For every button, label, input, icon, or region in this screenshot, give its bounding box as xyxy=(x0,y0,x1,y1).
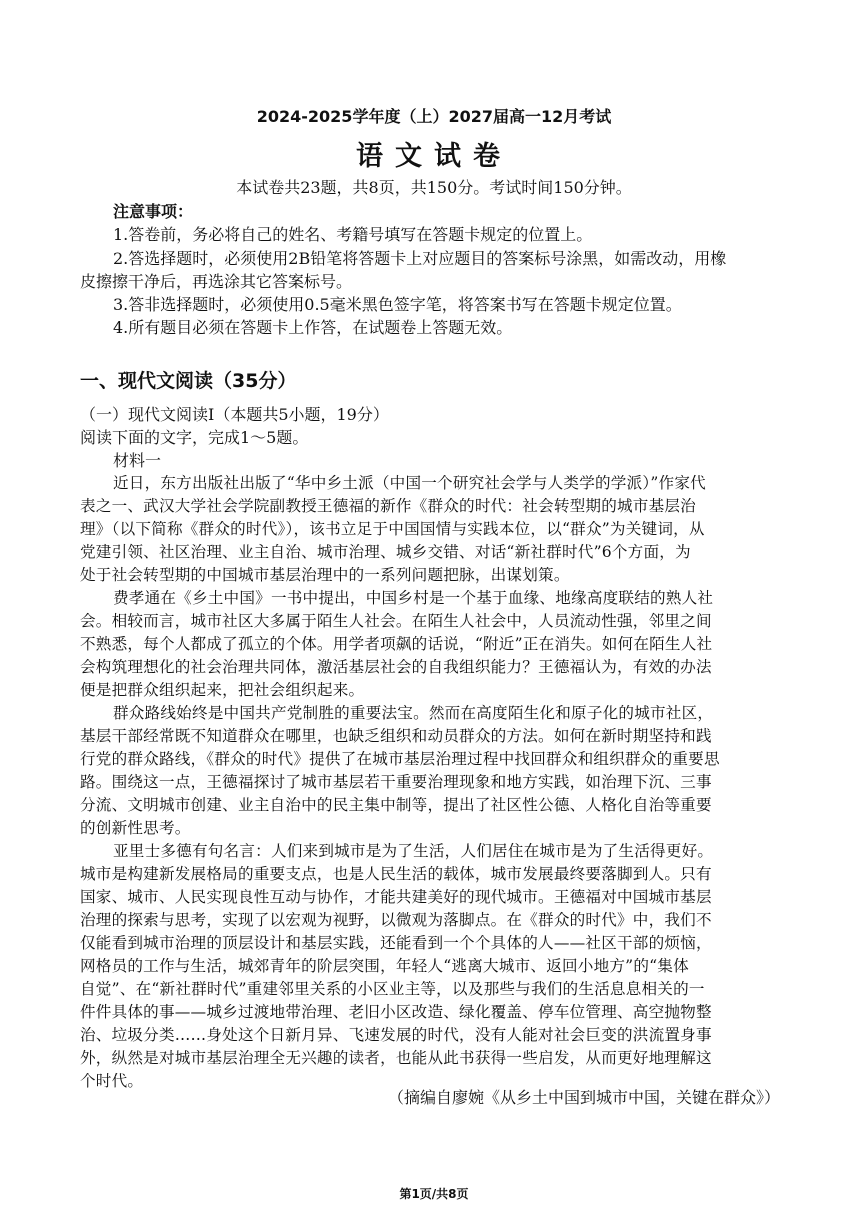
notice-item-2-cont: 皮擦擦干净后，再选涂其它答案标号。 xyxy=(80,272,353,291)
exam-info: 本试卷共23题，共8页，共150分。考试时间150分钟。 xyxy=(236,178,632,197)
subsection-heading: （一）现代文阅读Ⅰ（本题共5小题，19分） xyxy=(80,405,389,424)
passage-line: 分流、文明城市创建、业主自治中的民主集中制等，提出了社区性公德、人格化自治等重要 xyxy=(80,796,712,814)
passage-line: 党建引领、社区治理、业主自治、城市治理、城乡交错、对话“新社群时代”6个方面，为 xyxy=(80,543,691,561)
passage-line: 外，纵然是对城市基层治理全无兴趣的读者，也能从此书获得一些启发，从而更好地理解这 xyxy=(80,1049,712,1067)
passage-line: 基层干部经常既不知道群众在哪里，也缺乏组织和动员群众的方法。如何在新时期坚持和践 xyxy=(80,727,712,745)
page-footer: 第1页/共8页 xyxy=(399,1187,469,1201)
passage-line: 亚里士多德有句名言：人们来到城市是为了生活，人们居住在城市是为了生活得更好。 xyxy=(113,842,714,860)
passage-line: 治、垃圾分类……身处这个日新月异、飞速发展的时代，没有人能对社会巨变的洪流置身事 xyxy=(80,1026,712,1044)
passage-line: 个时代。 xyxy=(80,1072,144,1090)
notice-item-2: 2.答选择题时，必须使用2B铅笔将答题卡上对应题目的答案标号涂黑，如需改动，用橡 xyxy=(113,249,727,268)
passage-line: 件件具体的事——城乡过渡地带治理、老旧小区改造、绿化覆盖、停车位管理、高空抛物整 xyxy=(80,1003,712,1021)
passage-line: 表之一、武汉大学社会学院副教授王德福的新作《群众的时代：社会转型期的城市基层治 xyxy=(80,497,696,515)
passage-line: 近日，东方出版社出版了“华中乡土派（中国一个研究社会学与人类学的学派）”作家代 xyxy=(113,474,706,492)
reading-instruction: 阅读下面的文字，完成1～5题。 xyxy=(80,428,309,447)
passage-line: 群众路线始终是中国共产党制胜的重要法宝。然而在高度陌生化和原子化的城市社区， xyxy=(113,704,714,722)
passage-line: 不熟悉，每个人都成了孤立的个体。用学者项飙的话说，“附近”正在消失。如何在陌生人社 xyxy=(80,635,713,653)
passage-line: 国家、城市、人民实现良性互动与协作，才能共建美好的现代城市。王德福对中国城市基层 xyxy=(80,888,712,906)
passage-line: 网格员的工作与生活，城郊青年的阶层突围，年轻人“逃离大城市、返回小地方”的“集体 xyxy=(80,957,689,975)
notice-item-4: 4.所有题目必须在答题卡上作答，在试题卷上答题无效。 xyxy=(113,318,513,337)
exam-header: 2024-2025学年度（上）2027届高一12月考试 xyxy=(256,107,612,126)
passage-line: 处于社会转型期的中国城市基层治理中的一系列问题把脉，出谋划策。 xyxy=(80,566,570,584)
subject-title: 语文试卷 xyxy=(356,141,512,172)
notice-heading: 注意事项： xyxy=(113,202,194,221)
material-label: 材料一 xyxy=(113,451,162,470)
source-citation: （摘编自廖婉《从乡土中国到城市中国，关键在群众》） xyxy=(387,1088,780,1107)
passage-line: 便是把群众组织起来，把社会组织起来。 xyxy=(80,681,365,699)
passage-line: 仅能看到城市治理的顶层设计和基层实践，还能看到一个个具体的人——社区干部的烦恼， xyxy=(80,934,712,952)
notice-item-3: 3.答非选择题时，必须使用0.5毫米黑色签字笔，将答案书写在答题卡规定位置。 xyxy=(113,295,682,314)
passage-line: 自觉”、在“新社群时代”重建邻里关系的小区业主等，以及那些与我们的生活息息相关的一 xyxy=(80,980,705,998)
passage-line: 费孝通在《乡土中国》一书中提出，中国乡村是一个基于血缘、地缘高度联结的熟人社 xyxy=(113,589,714,607)
passage-line: 的创新性思考。 xyxy=(80,819,191,837)
passage-line: 治理的探索与思考，实现了以宏观为视野，以微观为落脚点。在《群众的时代》中，我们不 xyxy=(80,911,712,929)
section-title: 一、现代文阅读（35分） xyxy=(80,370,297,392)
notice-item-1: 1.答卷前，务必将自己的姓名、考籍号填写在答题卡规定的位置上。 xyxy=(113,225,593,244)
passage-line: 会。相较而言，城市社区大多属于陌生人社会。在陌生人社会中，人员流动性强，邻里之间 xyxy=(80,612,712,630)
passage-line: 路。围绕这一点，王德福探讨了城市基层若干重要治理现象和地方实践，如治理下沉、三事 xyxy=(80,773,712,791)
passage-line: 城市是构建新发展格局的重要支点，也是人民生活的载体，城市发展最终要落脚到人。只有 xyxy=(80,865,712,883)
passage-line: 理》（以下简称《群众的时代》），该书立足于中国国情与实践本位，以“群众”为关键词，从 xyxy=(80,520,705,538)
passage-line: 行党的群众路线，《群众的时代》提供了在城市基层治理过程中找回群众和组织群众的重要思 xyxy=(80,750,720,768)
passage-line: 会构筑理想化的社会治理共同体，激活基层社会的自我组织能力？王德福认为，有效的办法 xyxy=(80,658,712,676)
